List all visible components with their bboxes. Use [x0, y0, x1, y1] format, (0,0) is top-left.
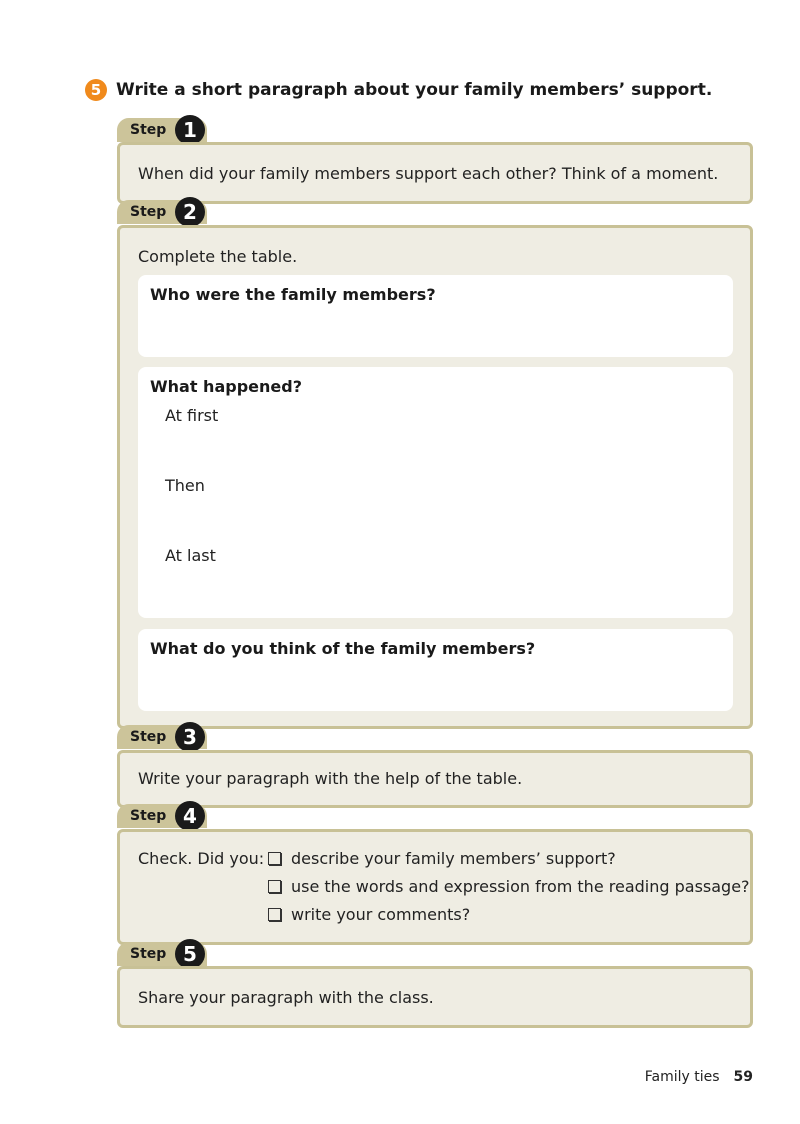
checklist-label: Check. Did you:	[138, 849, 265, 868]
sequence-then: Then	[165, 476, 205, 495]
page-number: 59	[733, 1069, 753, 1085]
table-row-opinion[interactable]	[138, 629, 733, 711]
page-footer	[645, 1069, 753, 1085]
step-label: Step	[130, 122, 167, 138]
step-4-tab	[117, 804, 207, 828]
step-2-tab	[117, 200, 207, 224]
checkbox-icon[interactable]	[268, 908, 281, 921]
step-2-box	[117, 225, 753, 729]
step-1-text: When did your family members support each other? Think of a moment.	[138, 164, 719, 183]
step-label: Step	[130, 808, 167, 824]
step-number: 1	[175, 115, 205, 145]
step-number: 3	[175, 722, 205, 752]
activity-number-badge: 5	[85, 79, 107, 101]
step-5-text: Share your paragraph with the class.	[138, 988, 434, 1007]
table-row-who[interactable]	[138, 275, 733, 357]
step-4-box	[117, 829, 753, 945]
activity-instruction: Write a short paragraph about your family members’ support.	[116, 80, 713, 100]
step-number: 2	[175, 197, 205, 227]
checklist-item-text: write your comments?	[291, 905, 471, 924]
unit-title: Family ties	[644, 1069, 720, 1085]
step-number: 5	[175, 939, 205, 969]
checkbox-icon[interactable]	[268, 852, 281, 865]
table-row-title: What happened?	[150, 377, 302, 396]
step-number: 4	[175, 801, 205, 831]
checklist-item-text: use the words and expression from the reading passage?	[291, 877, 750, 896]
table-row-title: What do you think of the family members?	[150, 639, 536, 658]
step-label: Step	[130, 946, 167, 962]
step-1-box	[117, 142, 753, 204]
checklist-item[interactable]	[268, 877, 750, 896]
table-row-what-happened[interactable]	[138, 367, 733, 618]
checklist-item[interactable]	[268, 905, 470, 924]
step-1-tab	[117, 118, 207, 142]
step-3-text: Write your paragraph with the help of the table.	[138, 769, 523, 788]
table-row-title: Who were the family members?	[150, 285, 436, 304]
activity-heading	[85, 79, 712, 101]
step-3-tab	[117, 725, 207, 749]
step-3-box	[117, 750, 753, 808]
sequence-at-first: At first	[165, 406, 219, 425]
step-2-text: Complete the table.	[138, 247, 298, 266]
checklist-item-text: describe your family members’ support?	[291, 849, 616, 868]
checklist-item[interactable]	[268, 849, 616, 868]
checkbox-icon[interactable]	[268, 880, 281, 893]
step-5-box	[117, 966, 753, 1028]
sequence-at-last: At last	[165, 546, 216, 565]
step-label: Step	[130, 204, 167, 220]
step-5-tab	[117, 942, 207, 966]
step-label: Step	[130, 729, 167, 745]
